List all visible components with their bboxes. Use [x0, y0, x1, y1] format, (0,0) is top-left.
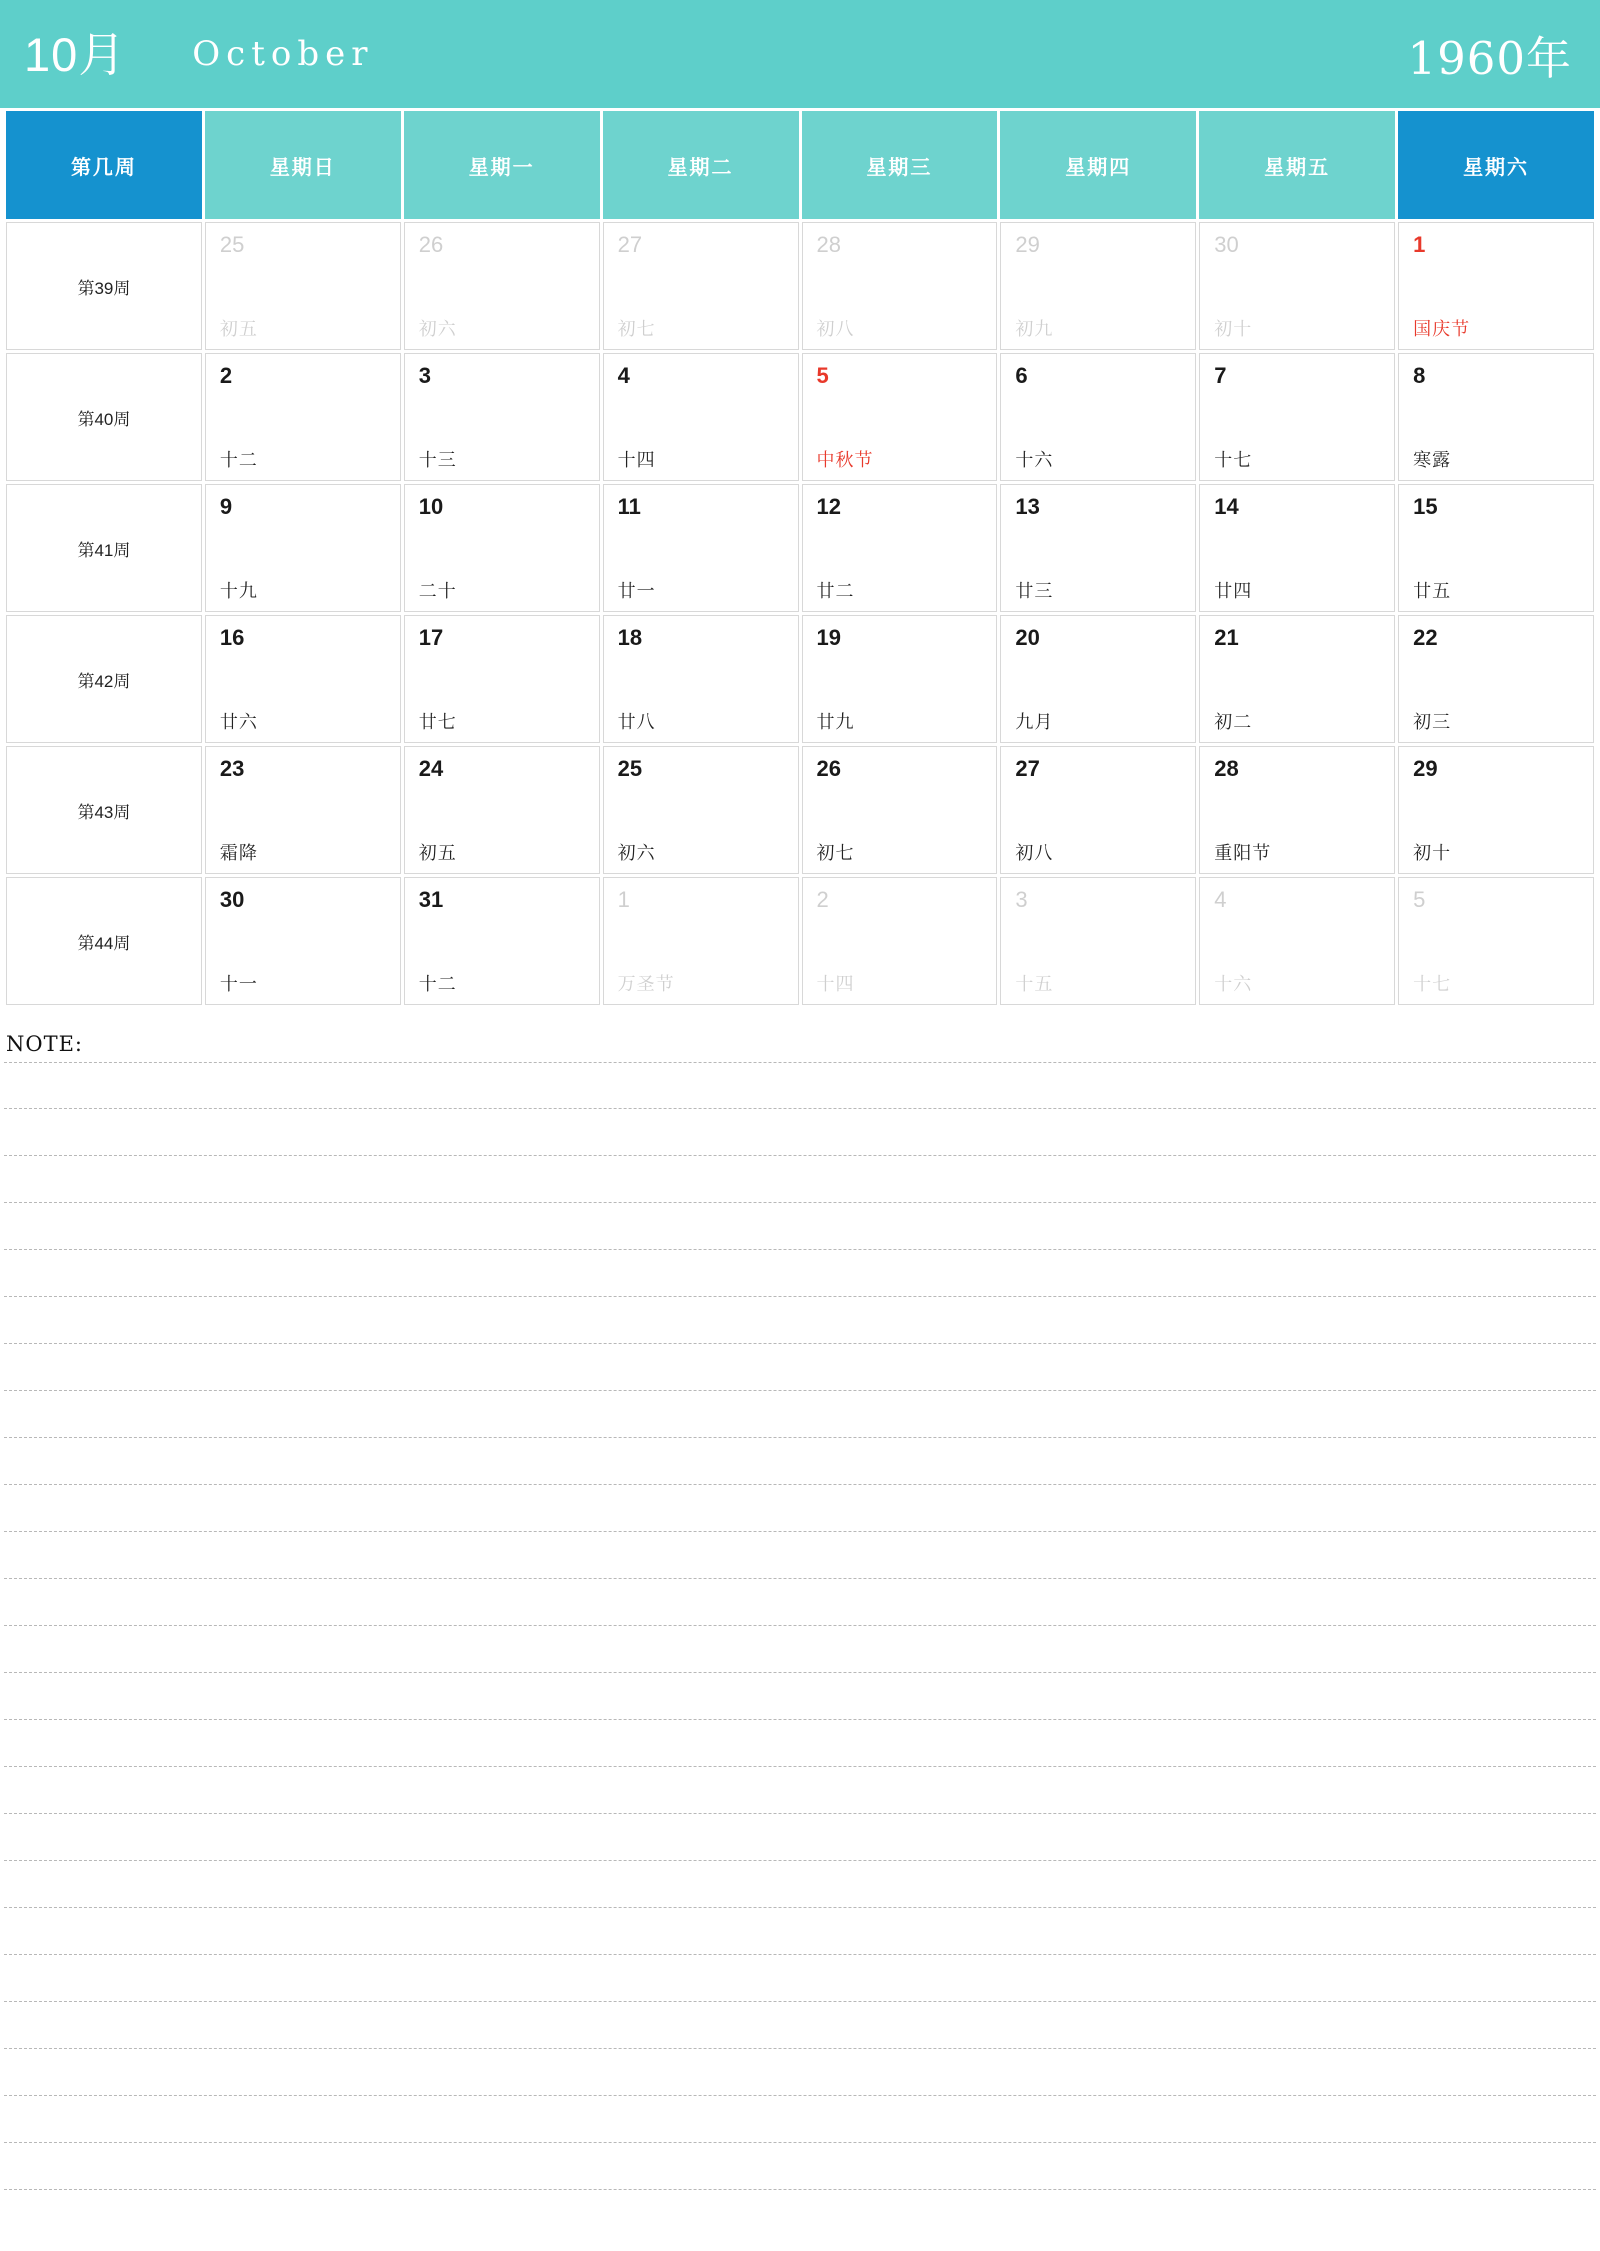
day-cell[interactable]: [404, 484, 600, 612]
day-lunar: 初八: [816, 319, 855, 339]
note-line[interactable]: [4, 2002, 1596, 2049]
calendar-week-row: [6, 222, 1594, 350]
day-cell[interactable]: [603, 615, 799, 743]
day-number: 26: [816, 756, 841, 781]
column-header-thursday: 星期四: [1000, 111, 1196, 219]
note-line[interactable]: [4, 1626, 1596, 1673]
day-cell[interactable]: [603, 222, 799, 350]
day-lunar: 国庆节: [1413, 319, 1471, 339]
day-cell[interactable]: [1000, 615, 1196, 743]
column-header-week: 第几周: [6, 111, 202, 219]
day-cell[interactable]: [1000, 484, 1196, 612]
day-lunar: 十二: [418, 974, 457, 994]
day-cell[interactable]: [603, 746, 799, 874]
week-number: 第39周: [6, 222, 202, 350]
day-lunar: 初九: [1015, 319, 1054, 339]
day-lunar: 重阳节: [1214, 843, 1272, 863]
day-lunar: 九月: [1015, 712, 1054, 732]
day-number: 21: [1214, 625, 1239, 650]
day-lunar: 廿九: [816, 712, 855, 732]
day-number: 31: [418, 887, 444, 912]
day-number: 29: [1015, 232, 1040, 257]
day-lunar: 初五: [219, 319, 258, 339]
calendar-body: [6, 222, 1594, 1005]
day-cell[interactable]: [802, 353, 998, 481]
day-lunar: 初三: [1413, 712, 1452, 732]
note-line[interactable]: [4, 2143, 1596, 2190]
day-number: 1: [1413, 232, 1426, 257]
day-number: 25: [617, 756, 643, 781]
day-number: 27: [617, 232, 643, 257]
note-line[interactable]: [4, 2049, 1596, 2096]
day-lunar: 中秋节: [816, 450, 874, 470]
note-label: NOTE:: [6, 1032, 84, 1056]
note-line[interactable]: [4, 1109, 1596, 1156]
week-number: 第43周: [6, 746, 202, 874]
day-lunar: 初六: [617, 843, 656, 863]
day-cell[interactable]: [802, 484, 998, 612]
day-lunar: 初五: [418, 843, 457, 863]
day-number: 8: [1413, 363, 1426, 388]
day-number: 2: [219, 363, 233, 388]
week-number: 第42周: [6, 615, 202, 743]
day-cell[interactable]: [205, 484, 401, 612]
note-line[interactable]: [4, 1955, 1596, 2002]
day-cell[interactable]: [1398, 877, 1594, 1005]
day-number: 4: [1214, 887, 1227, 912]
day-number: 12: [816, 494, 841, 519]
calendar-week-row: [6, 615, 1594, 743]
day-lunar: 廿一: [617, 581, 656, 601]
note-line[interactable]: [4, 1062, 1596, 1109]
day-lunar: 初二: [1214, 712, 1253, 732]
note-line[interactable]: [4, 1861, 1596, 1908]
day-lunar: 二十: [418, 581, 457, 601]
day-cell[interactable]: [1199, 877, 1395, 1005]
day-lunar: 初十: [1413, 843, 1452, 863]
day-lunar: 十六: [1214, 974, 1253, 994]
column-header-tuesday: 星期二: [603, 111, 799, 219]
day-cell[interactable]: [1398, 353, 1594, 481]
day-number: 29: [1413, 756, 1438, 781]
note-lines[interactable]: [4, 1062, 1596, 2190]
day-cell[interactable]: [603, 877, 799, 1005]
day-number: 5: [1413, 887, 1426, 912]
day-cell[interactable]: [802, 877, 998, 1005]
column-header-monday: 星期一: [404, 111, 600, 219]
day-number: 3: [1015, 887, 1028, 912]
day-cell[interactable]: [603, 484, 799, 612]
day-number: 14: [1214, 494, 1239, 519]
day-number: 30: [219, 887, 245, 912]
day-number: 18: [617, 625, 643, 650]
day-number: 3: [418, 363, 431, 388]
banner-year: 1960年: [1407, 31, 1572, 85]
day-number: 7: [1214, 363, 1227, 388]
day-number: 22: [1413, 625, 1438, 650]
day-cell[interactable]: [404, 222, 600, 350]
day-number: 23: [219, 756, 245, 781]
day-number: 16: [219, 625, 245, 650]
day-cell[interactable]: [205, 353, 401, 481]
day-cell[interactable]: [802, 746, 998, 874]
note-line[interactable]: [4, 1344, 1596, 1391]
day-lunar: 十五: [1015, 974, 1054, 994]
day-number: 4: [617, 363, 630, 388]
day-lunar: 十六: [1015, 450, 1054, 470]
day-cell[interactable]: [1000, 877, 1196, 1005]
calendar-week-row: [6, 484, 1594, 612]
day-number: 30: [1214, 232, 1239, 257]
note-section: [0, 1032, 1600, 2190]
day-lunar: 廿四: [1214, 581, 1253, 601]
day-lunar: 廿五: [1413, 581, 1452, 601]
day-lunar: 初十: [1214, 319, 1253, 339]
day-lunar: 十四: [816, 974, 855, 994]
note-line[interactable]: [4, 1814, 1596, 1861]
day-lunar: 寒露: [1413, 450, 1452, 470]
note-line[interactable]: [4, 1250, 1596, 1297]
note-line[interactable]: [4, 1579, 1596, 1626]
day-cell[interactable]: [1000, 353, 1196, 481]
day-number: 6: [1015, 363, 1028, 388]
day-cell[interactable]: [205, 877, 401, 1005]
day-cell[interactable]: [205, 746, 401, 874]
day-lunar: 廿七: [418, 712, 457, 732]
note-line[interactable]: [4, 1485, 1596, 1532]
note-line[interactable]: [4, 1203, 1596, 1250]
day-lunar: 万圣节: [617, 974, 675, 994]
column-header-sunday: 星期日: [205, 111, 401, 219]
column-header-friday: 星期五: [1199, 111, 1395, 219]
day-lunar: 十一: [219, 974, 258, 994]
column-header-wednesday: 星期三: [802, 111, 998, 219]
day-lunar: 初七: [816, 843, 855, 863]
note-line[interactable]: [4, 2096, 1596, 2143]
day-number: 24: [418, 756, 444, 781]
note-line[interactable]: [4, 1720, 1596, 1767]
day-number: 1: [617, 887, 630, 912]
day-lunar: 廿二: [816, 581, 855, 601]
day-number: 28: [1214, 756, 1239, 781]
day-cell[interactable]: [802, 615, 998, 743]
note-line[interactable]: [4, 1532, 1596, 1579]
week-number: 第41周: [6, 484, 202, 612]
day-number: 20: [1015, 625, 1040, 650]
day-cell[interactable]: [205, 615, 401, 743]
day-cell[interactable]: [1199, 353, 1395, 481]
day-lunar: 十七: [1214, 450, 1253, 470]
day-number: 2: [816, 887, 829, 912]
day-cell[interactable]: [205, 222, 401, 350]
day-cell[interactable]: [404, 746, 600, 874]
day-cell[interactable]: [1199, 484, 1395, 612]
day-number: 10: [418, 494, 444, 519]
day-lunar: 十二: [219, 450, 258, 470]
day-cell[interactable]: [603, 353, 799, 481]
day-number: 13: [1015, 494, 1040, 519]
day-cell[interactable]: [1199, 222, 1395, 350]
note-line[interactable]: [4, 1297, 1596, 1344]
note-line[interactable]: [4, 1767, 1596, 1814]
calendar-week-row: [6, 877, 1594, 1005]
day-number: 15: [1413, 494, 1438, 519]
day-lunar: 十四: [617, 450, 656, 470]
day-number: 9: [219, 494, 233, 519]
calendar-week-row: [6, 746, 1594, 874]
day-cell[interactable]: [1398, 615, 1594, 743]
calendar-table: [0, 108, 1600, 1008]
day-lunar: 初七: [617, 319, 656, 339]
calendar-header-row: [6, 111, 1594, 219]
day-cell[interactable]: [1398, 222, 1594, 350]
note-line[interactable]: [4, 1391, 1596, 1438]
calendar-banner: [0, 0, 1600, 108]
day-cell[interactable]: [404, 877, 600, 1005]
day-number: 25: [219, 232, 245, 257]
day-number: 17: [418, 625, 444, 650]
note-line[interactable]: [4, 1156, 1596, 1203]
day-lunar: 十九: [219, 581, 258, 601]
day-lunar: 初六: [418, 319, 457, 339]
day-cell[interactable]: [1199, 746, 1395, 874]
banner-month-en: October: [192, 34, 374, 74]
note-line[interactable]: [4, 1673, 1596, 1720]
note-line[interactable]: [4, 1908, 1596, 1955]
column-header-saturday: 星期六: [1398, 111, 1594, 219]
day-number: 5: [816, 363, 829, 388]
day-lunar: 廿八: [617, 712, 656, 732]
day-lunar: 霜降: [219, 843, 258, 863]
banner-month-cn: 10月: [24, 27, 127, 81]
week-number: 第40周: [6, 353, 202, 481]
day-cell[interactable]: [1398, 746, 1594, 874]
day-number: 11: [617, 494, 641, 519]
day-number: 26: [418, 232, 444, 257]
day-lunar: 十三: [418, 450, 457, 470]
day-lunar: 初八: [1015, 843, 1054, 863]
day-cell[interactable]: [1398, 484, 1594, 612]
week-number: 第44周: [6, 877, 202, 1005]
day-cell[interactable]: [1199, 615, 1395, 743]
day-cell[interactable]: [1000, 222, 1196, 350]
calendar-week-row: [6, 353, 1594, 481]
day-lunar: 廿六: [219, 712, 258, 732]
day-cell[interactable]: [1000, 746, 1196, 874]
day-cell[interactable]: [802, 222, 998, 350]
day-cell[interactable]: [404, 353, 600, 481]
note-line[interactable]: [4, 1438, 1596, 1485]
day-number: 28: [816, 232, 841, 257]
day-lunar: 十七: [1413, 974, 1452, 994]
day-number: 19: [816, 625, 841, 650]
day-lunar: 廿三: [1015, 581, 1054, 601]
day-cell[interactable]: [404, 615, 600, 743]
day-number: 27: [1015, 756, 1040, 781]
